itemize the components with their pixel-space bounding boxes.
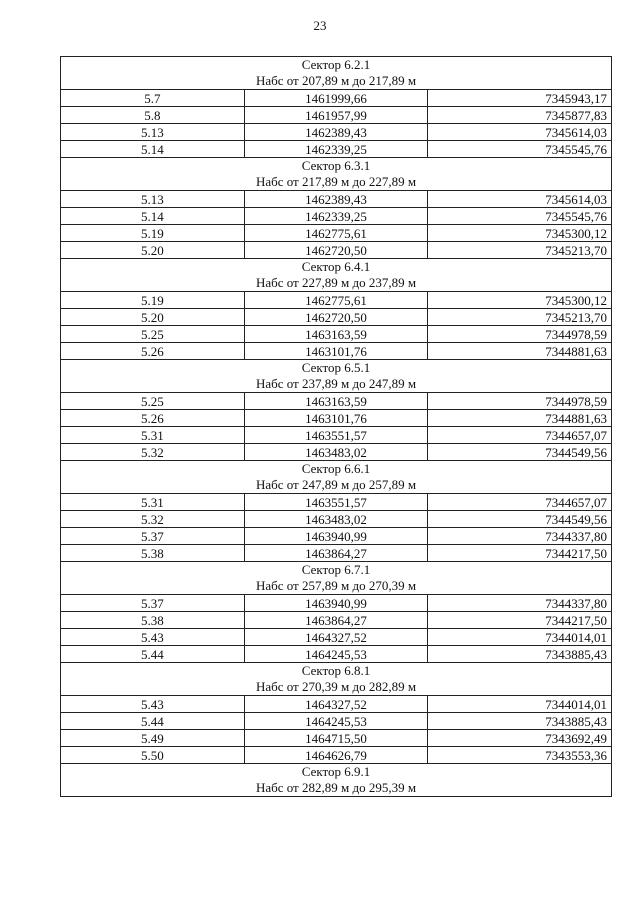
point-number-cell: 5.37	[61, 528, 245, 545]
y-coordinate-cell: 7344217,50	[428, 612, 612, 629]
x-coordinate-cell: 1464327,52	[244, 696, 428, 713]
table-row	[61, 646, 612, 663]
sector-title: Сектор 6.5.1	[301, 360, 371, 375]
y-coordinate-cell: 7345877,83	[428, 107, 612, 124]
sector-title: Сектор 6.9.1	[301, 764, 371, 779]
x-coordinate-cell: 1462339,25	[244, 141, 428, 158]
sector-range: Набс от 217,89 м до 227,89 м	[255, 174, 417, 189]
x-coordinate-cell: 1463101,76	[244, 410, 428, 427]
y-coordinate-cell: 7344881,63	[428, 343, 612, 360]
table-row	[61, 696, 612, 713]
table-row	[61, 141, 612, 158]
point-number-cell: 5.26	[61, 343, 245, 360]
sector-range: Набс от 227,89 м до 237,89 м	[255, 275, 417, 290]
point-number-cell: 5.32	[61, 511, 245, 528]
table-row	[61, 444, 612, 461]
y-coordinate-cell: 7343885,43	[428, 713, 612, 730]
y-coordinate-cell: 7344978,59	[428, 393, 612, 410]
x-coordinate-cell: 1462720,50	[244, 309, 428, 326]
table-row	[61, 629, 612, 646]
point-number-cell: 5.32	[61, 444, 245, 461]
y-coordinate-cell: 7344337,80	[428, 595, 612, 612]
point-number-cell: 5.8	[61, 107, 245, 124]
point-number-cell: 5.44	[61, 713, 245, 730]
table-row	[61, 713, 612, 730]
x-coordinate-cell: 1464715,50	[244, 730, 428, 747]
y-coordinate-cell: 7344337,80	[428, 528, 612, 545]
sector-header-cell	[61, 461, 612, 494]
sector-header	[61, 562, 612, 595]
y-coordinate-cell: 7345300,12	[428, 292, 612, 309]
point-number-cell: 5.38	[61, 612, 245, 629]
x-coordinate-cell: 1463551,57	[244, 427, 428, 444]
point-number-cell: 5.19	[61, 292, 245, 309]
y-coordinate-cell: 7345614,03	[428, 124, 612, 141]
sector-range: Набс от 247,89 м до 257,89 м	[255, 477, 417, 492]
sector-header	[61, 259, 612, 292]
sector-header	[61, 461, 612, 494]
point-number-cell: 5.38	[61, 545, 245, 562]
point-number-cell: 5.26	[61, 410, 245, 427]
sector-range: Набс от 237,89 м до 247,89 м	[255, 376, 417, 391]
table-row	[61, 730, 612, 747]
x-coordinate-cell: 1463940,99	[244, 595, 428, 612]
point-number-cell: 5.20	[61, 309, 245, 326]
table-row	[61, 326, 612, 343]
sector-header	[61, 360, 612, 393]
sector-header	[61, 158, 612, 191]
sector-header-cell	[61, 663, 612, 696]
x-coordinate-cell: 1461999,66	[244, 90, 428, 107]
point-number-cell: 5.43	[61, 629, 245, 646]
coordinates-table	[60, 56, 612, 797]
x-coordinate-cell: 1462720,50	[244, 242, 428, 259]
sector-title: Сектор 6.4.1	[301, 259, 371, 274]
point-number-cell: 5.14	[61, 208, 245, 225]
x-coordinate-cell: 1463163,59	[244, 326, 428, 343]
point-number-cell: 5.25	[61, 326, 245, 343]
table-row	[61, 747, 612, 764]
table-row	[61, 494, 612, 511]
x-coordinate-cell: 1463483,02	[244, 511, 428, 528]
y-coordinate-cell: 7345213,70	[428, 242, 612, 259]
table-row	[61, 292, 612, 309]
x-coordinate-cell: 1462389,43	[244, 191, 428, 208]
y-coordinate-cell: 7345213,70	[428, 309, 612, 326]
sector-header-cell	[61, 360, 612, 393]
sector-header-cell	[61, 57, 612, 90]
y-coordinate-cell: 7345545,76	[428, 141, 612, 158]
point-number-cell: 5.13	[61, 191, 245, 208]
x-coordinate-cell: 1462389,43	[244, 124, 428, 141]
y-coordinate-cell: 7343553,36	[428, 747, 612, 764]
table-row	[61, 242, 612, 259]
sector-range: Набс от 282,89 м до 295,39 м	[255, 780, 417, 795]
sector-header-cell	[61, 562, 612, 595]
point-number-cell: 5.13	[61, 124, 245, 141]
y-coordinate-cell: 7345545,76	[428, 208, 612, 225]
point-number-cell: 5.20	[61, 242, 245, 259]
point-number-cell: 5.49	[61, 730, 245, 747]
y-coordinate-cell: 7344978,59	[428, 326, 612, 343]
point-number-cell: 5.37	[61, 595, 245, 612]
table-row	[61, 528, 612, 545]
sector-title: Сектор 6.3.1	[301, 158, 371, 173]
y-coordinate-cell: 7344881,63	[428, 410, 612, 427]
x-coordinate-cell: 1463551,57	[244, 494, 428, 511]
point-number-cell: 5.7	[61, 90, 245, 107]
y-coordinate-cell: 7344657,07	[428, 494, 612, 511]
point-number-cell: 5.31	[61, 494, 245, 511]
y-coordinate-cell: 7343692,49	[428, 730, 612, 747]
point-number-cell: 5.31	[61, 427, 245, 444]
x-coordinate-cell: 1463864,27	[244, 545, 428, 562]
table-row	[61, 545, 612, 562]
table-row	[61, 90, 612, 107]
sector-range: Набс от 270,39 м до 282,89 м	[255, 679, 417, 694]
point-number-cell: 5.14	[61, 141, 245, 158]
y-coordinate-cell: 7344657,07	[428, 427, 612, 444]
sector-header	[61, 663, 612, 696]
x-coordinate-cell: 1463483,02	[244, 444, 428, 461]
table-row	[61, 225, 612, 242]
table-row	[61, 107, 612, 124]
table-row	[61, 191, 612, 208]
table-row	[61, 309, 612, 326]
point-number-cell: 5.25	[61, 393, 245, 410]
point-number-cell: 5.50	[61, 747, 245, 764]
sector-header	[61, 57, 612, 90]
sector-header-cell	[61, 259, 612, 292]
y-coordinate-cell: 7344549,56	[428, 444, 612, 461]
x-coordinate-cell: 1464327,52	[244, 629, 428, 646]
y-coordinate-cell: 7345943,17	[428, 90, 612, 107]
sector-header	[61, 764, 612, 797]
sector-header-cell	[61, 158, 612, 191]
x-coordinate-cell: 1462775,61	[244, 292, 428, 309]
page-number: 23	[313, 18, 327, 33]
table-row	[61, 612, 612, 629]
table-row	[61, 124, 612, 141]
point-number-cell: 5.19	[61, 225, 245, 242]
y-coordinate-cell: 7344014,01	[428, 629, 612, 646]
y-coordinate-cell: 7344014,01	[428, 696, 612, 713]
table-row	[61, 427, 612, 444]
x-coordinate-cell: 1464245,53	[244, 646, 428, 663]
table-row	[61, 410, 612, 427]
table-row	[61, 595, 612, 612]
x-coordinate-cell: 1463163,59	[244, 393, 428, 410]
y-coordinate-cell: 7345300,12	[428, 225, 612, 242]
x-coordinate-cell: 1464626,79	[244, 747, 428, 764]
x-coordinate-cell: 1462339,25	[244, 208, 428, 225]
x-coordinate-cell: 1463940,99	[244, 528, 428, 545]
y-coordinate-cell: 7345614,03	[428, 191, 612, 208]
x-coordinate-cell: 1464245,53	[244, 713, 428, 730]
sector-title: Сектор 6.8.1	[301, 663, 371, 678]
coordinates-table-body	[61, 57, 612, 797]
table-row	[61, 343, 612, 360]
table-row	[61, 511, 612, 528]
x-coordinate-cell: 1462775,61	[244, 225, 428, 242]
x-coordinate-cell: 1461957,99	[244, 107, 428, 124]
sector-header-cell	[61, 764, 612, 797]
point-number-cell: 5.43	[61, 696, 245, 713]
x-coordinate-cell: 1463864,27	[244, 612, 428, 629]
point-number-cell: 5.44	[61, 646, 245, 663]
sector-title: Сектор 6.7.1	[301, 562, 371, 577]
sector-title: Сектор 6.2.1	[301, 57, 371, 72]
sector-range: Набс от 257,89 м до 270,39 м	[255, 578, 417, 593]
sector-range: Набс от 207,89 м до 217,89 м	[255, 73, 417, 88]
y-coordinate-cell: 7344549,56	[428, 511, 612, 528]
sector-title: Сектор 6.6.1	[301, 461, 371, 476]
y-coordinate-cell: 7343885,43	[428, 646, 612, 663]
x-coordinate-cell: 1463101,76	[244, 343, 428, 360]
table-row	[61, 208, 612, 225]
y-coordinate-cell: 7344217,50	[428, 545, 612, 562]
table-row	[61, 393, 612, 410]
